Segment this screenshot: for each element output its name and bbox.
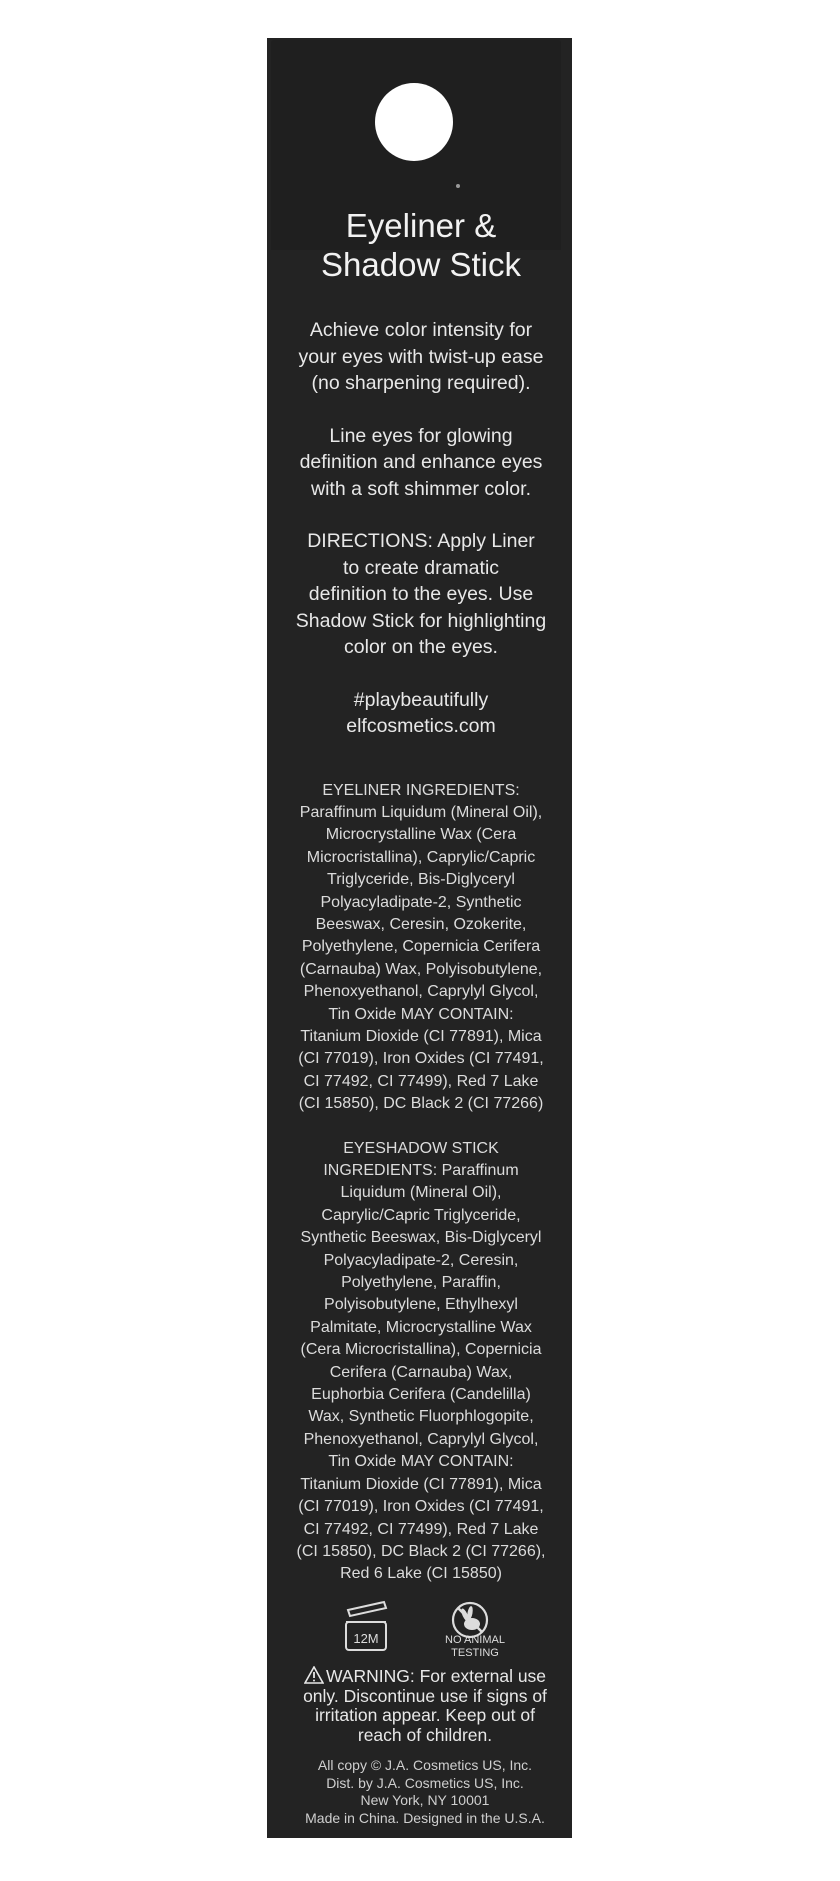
- ingredient-line: Phenoxyethanol, Caprylyl Glycol,: [303, 1430, 539, 1448]
- warning-triangle-icon: [304, 1666, 324, 1684]
- warning-line: WARNING: For external use: [325, 1666, 547, 1686]
- ingredient-line: Polyethylene, Copernicia Cerifera: [301, 938, 541, 956]
- ingredient-line: Polyisobutylene, Ethylhexyl: [324, 1296, 518, 1314]
- ingredient-line: Titanium Dioxide (CI 77891), Mica: [300, 1027, 542, 1045]
- brand-links: [271, 687, 571, 740]
- ingredient-line: EYELINER INGREDIENTS:: [322, 781, 520, 799]
- package-text-panel: [271, 200, 571, 1586]
- product-title: [271, 206, 571, 284]
- ingredient-line: Tin Oxide MAY CONTAIN:: [328, 1453, 514, 1471]
- eyeliner-ingredients: [271, 780, 571, 1116]
- ingredient-line: Microcrystalline Wax (Cera: [325, 826, 517, 844]
- text-line: Shadow Stick for highlighting: [295, 609, 547, 632]
- ingredient-line: Titanium Dioxide (CI 77891), Mica: [300, 1475, 542, 1493]
- warning-text: [281, 1666, 569, 1745]
- text-line: color on the eyes.: [344, 636, 498, 658]
- ingredient-line: (CI 15850), DC Black 2 (CI 77266),: [296, 1542, 546, 1560]
- ingredient-line: Polyacyladipate-2, Synthetic: [320, 893, 522, 911]
- period-after-opening-icon: [340, 1600, 396, 1656]
- text-line: (no sharpening required).: [311, 372, 531, 394]
- pao-label: 12M: [353, 1631, 379, 1646]
- text-line: Achieve color intensity for: [309, 319, 533, 341]
- hang-hole: [375, 83, 453, 161]
- ingredient-line: (Carnauba) Wax, Polyisobutylene,: [299, 960, 543, 978]
- text-line: definition and enhance eyes: [299, 451, 543, 473]
- text-line: Line eyes for glowing: [329, 424, 513, 447]
- label-line: TESTING: [451, 1647, 499, 1659]
- ingredient-line: Red 6 Lake (CI 15850): [340, 1565, 502, 1583]
- text-line: definition to the eyes. Use: [308, 583, 534, 605]
- text-line: your eyes with twist-up ease: [298, 345, 544, 368]
- copyright-line: New York, NY 10001: [360, 1792, 490, 1808]
- description-paragraph: [271, 423, 571, 503]
- website: elfcosmetics.com: [346, 715, 496, 737]
- ingredient-line: EYESHADOW STICK: [343, 1139, 499, 1157]
- ingredient-line: Paraffinum Liquidum (Mineral Oil),: [299, 803, 543, 821]
- warning-line: only. Discontinue use if signs of: [303, 1685, 547, 1706]
- title-line: Shadow Stick: [321, 246, 521, 283]
- copyright-line: All copy © J.A. Cosmetics US, Inc.: [317, 1757, 533, 1773]
- ingredient-line: Polyacyladipate-2, Ceresin,: [323, 1251, 519, 1269]
- ingredient-line: Caprylic/Capric Triglyceride,: [321, 1206, 521, 1224]
- ingredient-line: Phenoxyethanol, Caprylyl Glycol,: [303, 983, 539, 1001]
- ingredient-line: Wax, Synthetic Fluorphlogopite,: [308, 1408, 534, 1426]
- print-dot: [456, 184, 460, 188]
- label-line: NO ANIMAL: [445, 1634, 505, 1646]
- ingredient-line: Beeswax, Ceresin, Ozokerite,: [315, 915, 527, 933]
- text-line: DIRECTIONS: Apply Liner: [307, 530, 535, 552]
- ingredient-line: (CI 77019), Iron Oxides (CI 77491,: [298, 1050, 544, 1068]
- warning-line: reach of children.: [357, 1724, 493, 1745]
- ingredient-line: Synthetic Beeswax, Bis-Diglyceryl: [300, 1229, 542, 1247]
- ingredient-line: Polyethylene, Paraffin,: [341, 1274, 501, 1292]
- ingredient-line: CI 77492, CI 77499), Red 7 Lake: [303, 1520, 539, 1538]
- warning-line: irritation appear. Keep out of: [315, 1705, 535, 1725]
- no-animal-testing-label: [430, 1634, 520, 1660]
- ingredient-line: CI 77492, CI 77499), Red 7 Lake: [303, 1072, 539, 1090]
- ingredient-line: (CI 15850), DC Black 2 (CI 77266): [298, 1095, 544, 1113]
- description-paragraph: [271, 317, 571, 397]
- copyright-line: Dist. by J.A. Cosmetics US, Inc.: [326, 1774, 524, 1791]
- ingredient-line: (CI 77019), Iron Oxides (CI 77491,: [298, 1498, 544, 1516]
- copyright-line: Made in China. Designed in the U.S.A.: [305, 1809, 545, 1826]
- ingredient-line: Microcristallina), Caprylic/Capric: [306, 848, 536, 866]
- ingredient-line: INGREDIENTS: Paraffinum: [323, 1162, 519, 1179]
- directions-paragraph: [271, 528, 571, 661]
- ingredient-line: Palmitate, Microcrystalline Wax: [310, 1318, 532, 1336]
- ingredient-line: Triglyceride, Bis-Diglyceryl: [327, 871, 515, 889]
- ingredient-line: Cerifera (Carnauba) Wax,: [329, 1363, 513, 1381]
- symbol-row: [340, 1600, 530, 1662]
- ingredient-line: Liquidum (Mineral Oil),: [340, 1184, 502, 1202]
- title-line: Eyeliner &: [345, 207, 497, 244]
- eyeshadow-ingredients: [271, 1138, 571, 1586]
- text-line: to create dramatic: [342, 556, 500, 579]
- ingredient-line: (Cera Microcristallina), Copernicia: [300, 1341, 542, 1359]
- ingredient-line: Euphorbia Cerifera (Candelilla): [311, 1386, 531, 1404]
- text-line: with a soft shimmer color.: [311, 477, 531, 500]
- copyright-block: [281, 1757, 569, 1827]
- ingredient-line: Tin Oxide MAY CONTAIN:: [328, 1005, 514, 1023]
- hashtag: #playbeautifully: [353, 688, 489, 711]
